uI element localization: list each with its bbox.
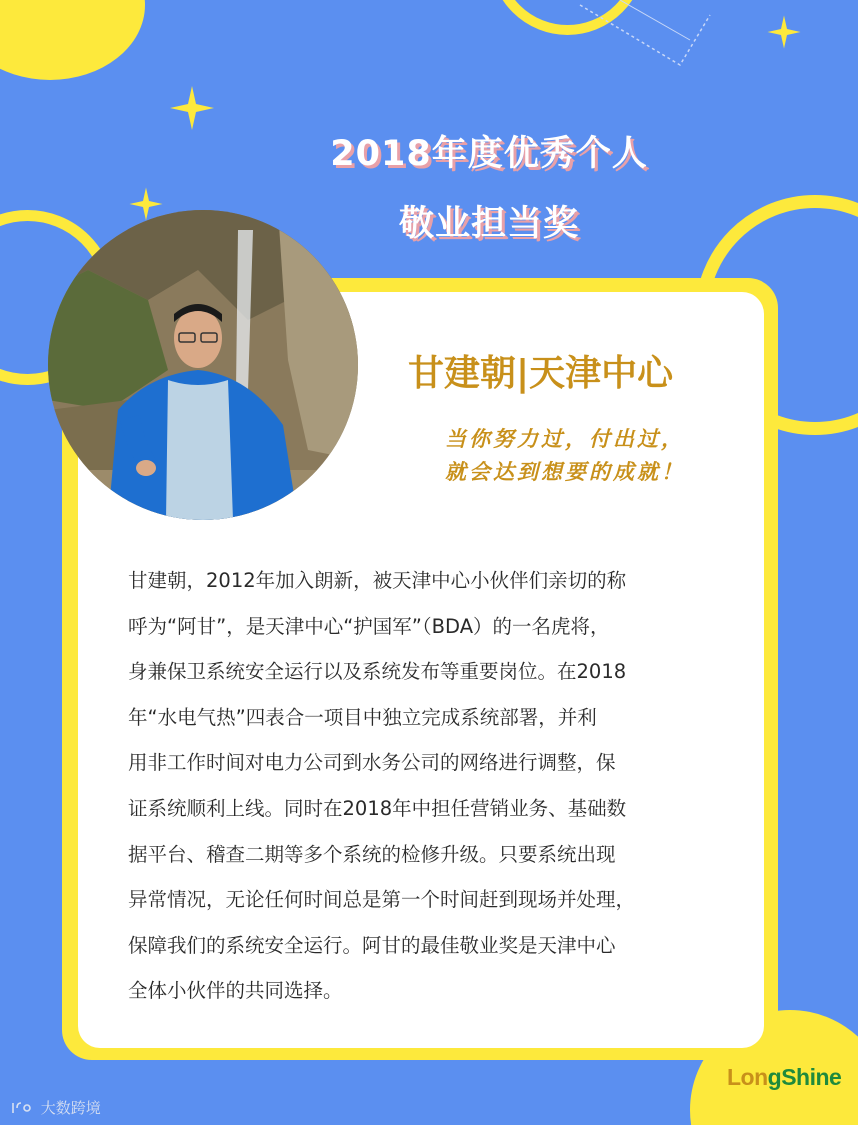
motto-line-2: 就会达到想要的成就！: [445, 459, 685, 484]
sparkle-star-icon: [168, 84, 216, 132]
description-line: 全体小伙伴的共同选择。: [128, 979, 343, 1003]
longshine-logo: [727, 1064, 841, 1091]
watermark-text: 大数跨境: [40, 1099, 101, 1117]
description-line: 异常情况，无论任何时间总是第一个时间赶到现场并处理，: [128, 888, 636, 912]
person-name-department: 甘建朝|天津中心: [408, 353, 674, 394]
logo-part-1: Lon: [727, 1064, 768, 1090]
logo-part-2: gShine: [767, 1064, 842, 1090]
description-line: 用非工作时间对电力公司到水务公司的网络进行调整，保: [128, 751, 616, 775]
description-line: 证系统顺利上线。同时在2018年中担任营销业务、基础数: [128, 796, 627, 820]
description-line: 身兼保卫系统安全运行以及系统发布等重要岗位。在2018: [128, 660, 627, 684]
title-line-2: 敬业担当奖: [398, 204, 579, 244]
sparkle-star-icon: [766, 14, 802, 50]
title-line-1: 2018年度优秀个人: [330, 134, 648, 174]
description-line: 年“水电气热”四表合一项目中独立完成系统部署，并利: [128, 705, 597, 729]
description-line: 呼为“阿甘”，是天津中心“护国军”（BDA）的一名虎将，: [128, 614, 610, 638]
watermark: [10, 1097, 101, 1118]
description-paragraph: [128, 558, 728, 1014]
motto-line-1: 当你努力过，付出过，: [445, 426, 685, 451]
watermark-logo-icon: [10, 1100, 36, 1116]
portrait-photo: [48, 210, 358, 520]
yellow-circle-top-left: [0, 0, 145, 80]
description-line: 据平台、稽查二期等多个系统的检修升级。只要系统出现: [128, 842, 616, 866]
description-line: 甘建朝，2012年加入朗新，被天津中心小伙伴们亲切的称: [128, 569, 627, 592]
description-line: 保障我们的系统安全运行。阿甘的最佳敬业奖是天津中心: [128, 933, 616, 957]
triangle-outline-decoration: [560, 0, 740, 80]
